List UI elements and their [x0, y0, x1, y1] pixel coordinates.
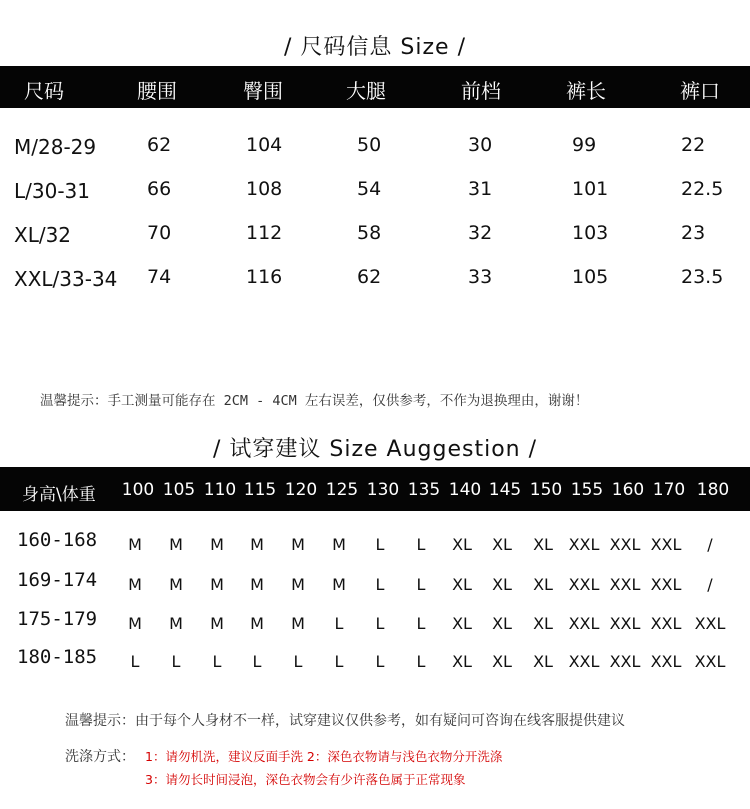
size-suggestion-cell: XXL [609, 575, 641, 594]
size-suggestion-cell: L [293, 652, 303, 671]
weight-header: 155 [570, 480, 604, 500]
size-suggestion-cell: L [212, 652, 222, 671]
weight-header: 170 [652, 480, 686, 500]
size-suggestion-cell: L [171, 652, 181, 671]
size-measure-cell: 105 [572, 266, 609, 288]
wash-instruction-2: 3：请勿长时间浸泡，深色衣物会有少许落色属于正常现象 [145, 772, 466, 787]
size-suggestion-cell: M [332, 575, 346, 594]
size-suggestion-cell: M [291, 575, 305, 594]
weight-header: 105 [162, 480, 196, 500]
size-measure-cell: 62 [147, 134, 172, 156]
size-measure-cell: 32 [468, 222, 493, 244]
size-suggestion-cell: XL [533, 652, 553, 671]
size-suggestion-cell: M [291, 614, 305, 633]
size-column-header: 裤口 [680, 79, 720, 103]
size-measure-cell: 74 [147, 266, 172, 288]
size-suggestion-cell: M [128, 575, 142, 594]
size-measure-cell: 66 [147, 178, 172, 200]
size-column-header: 尺码 [24, 79, 64, 103]
size-suggestion-cell: L [416, 535, 426, 554]
size-measure-cell: 23 [681, 222, 706, 244]
size-measure-cell: 30 [468, 134, 493, 156]
size-measure-cell: 54 [357, 178, 382, 200]
weight-header: 135 [407, 480, 441, 500]
measurement-note: 温馨提示：手工测量可能存在 2CM - 4CM 左右误差，仅供参考，不作为退换理由，谢谢！ [40, 393, 589, 409]
size-suggestion-cell: XL [492, 575, 512, 594]
size-suggestion-cell: XL [492, 535, 512, 554]
size-suggestion-cell: M [250, 614, 264, 633]
size-row-label: L/30-31 [14, 179, 90, 203]
size-suggestion-cell: XXL [650, 652, 682, 671]
size-suggestion-cell: L [375, 575, 385, 594]
weight-header: 115 [243, 480, 277, 500]
suggestion-note: 温馨提示：由于每个人身材不一样，试穿建议仅供参考，如有疑问可咨询在线客服提供建议 [65, 713, 625, 729]
size-column-header: 腰围 [137, 79, 177, 103]
weight-header: 120 [284, 480, 318, 500]
size-suggestion-cell: M [169, 535, 183, 554]
size-suggestion-cell: XL [452, 652, 472, 671]
weight-header: 140 [448, 480, 482, 500]
size-suggestion-cell: XXL [609, 614, 641, 633]
size-measure-cell: 104 [246, 134, 283, 156]
size-suggestion-cell: M [250, 575, 264, 594]
weight-header: 130 [366, 480, 400, 500]
size-suggestion-cell: L [375, 652, 385, 671]
size-measure-cell: 108 [246, 178, 283, 200]
size-suggestion-cell: L [130, 652, 140, 671]
size-suggestion-cell: M [128, 614, 142, 633]
size-row-label: XL/32 [14, 223, 72, 247]
size-suggestion-cell: XL [492, 652, 512, 671]
size-column-header: 大腿 [346, 79, 386, 103]
size-suggestion-cell: L [416, 652, 426, 671]
size-measure-cell: 70 [147, 222, 172, 244]
size-suggestion-cell: L [375, 535, 385, 554]
size-measure-cell: 58 [357, 222, 382, 244]
size-suggestion-cell: L [334, 652, 344, 671]
size-suggestion-cell: XXL [568, 535, 600, 554]
size-measure-cell: 103 [572, 222, 609, 244]
size-suggestion-cell: / [707, 575, 713, 594]
size-suggestion-cell: L [416, 575, 426, 594]
weight-header: 180 [696, 480, 730, 500]
height-row-label: 169-174 [17, 569, 98, 591]
size-suggestion-cell: M [169, 614, 183, 633]
size-suggestion-cell: XXL [650, 614, 682, 633]
size-suggestion-cell: M [332, 535, 346, 554]
size-measure-cell: 31 [468, 178, 493, 200]
size-suggestion-cell: M [250, 535, 264, 554]
weight-header: 150 [529, 480, 563, 500]
size-measure-cell: 33 [468, 266, 493, 288]
size-suggestion-cell: XXL [694, 652, 726, 671]
size-suggestion-cell: L [334, 614, 344, 633]
weight-header: 160 [611, 480, 645, 500]
wash-instruction-1: 1：请勿机洗，建议反面手洗 2：深色衣物请与浅色衣物分开洗涤 [145, 749, 503, 764]
size-column-header: 前档 [461, 79, 501, 103]
height-row-label: 180-185 [17, 646, 98, 668]
size-suggestion-cell: XXL [609, 652, 641, 671]
size-suggestion-cell: XXL [694, 614, 726, 633]
size-suggestion-cell: XXL [568, 652, 600, 671]
size-suggestion-cell: M [128, 535, 142, 554]
size-suggestion-cell: M [210, 614, 224, 633]
size-suggestion-cell: M [210, 575, 224, 594]
size-measure-cell: 99 [572, 134, 597, 156]
size-suggestion-cell: XXL [568, 575, 600, 594]
size-suggestion-cell: XXL [609, 535, 641, 554]
size-suggestion-cell: M [291, 535, 305, 554]
size-suggestion-cell: M [210, 535, 224, 554]
size-measure-cell: 50 [357, 134, 382, 156]
size-suggestion-cell: XXL [650, 535, 682, 554]
size-column-header: 裤长 [566, 79, 606, 103]
weight-header: 145 [488, 480, 522, 500]
size-suggestion-cell: XL [452, 535, 472, 554]
size-measure-cell: 62 [357, 266, 382, 288]
size-suggestion-cell: XL [452, 575, 472, 594]
size-column-header: 臀围 [243, 79, 283, 103]
size-suggestion-cell: XL [533, 535, 553, 554]
size-row-label: XXL/33-34 [14, 267, 118, 291]
height-weight-header: 身高\体重 [22, 485, 96, 505]
size-suggestion-cell: XL [492, 614, 512, 633]
size-measure-cell: 112 [246, 222, 283, 244]
size-suggestion-cell: XL [452, 614, 472, 633]
weight-header: 125 [325, 480, 359, 500]
height-row-label: 160-168 [17, 529, 98, 551]
weight-header: 110 [203, 480, 237, 500]
size-suggestion-cell: L [416, 614, 426, 633]
size-suggestion-cell: XXL [650, 575, 682, 594]
size-suggestion-cell: M [169, 575, 183, 594]
size-suggestion-cell: XXL [568, 614, 600, 633]
suggestion-title: / 试穿建议 Size Auggestion / [212, 437, 538, 462]
size-suggestion-cell: XL [533, 614, 553, 633]
size-row-label: M/28-29 [14, 135, 97, 159]
wash-label: 洗涤方式： [65, 749, 135, 765]
size-suggestion-cell: L [375, 614, 385, 633]
size-measure-cell: 116 [246, 266, 283, 288]
size-suggestion-cell: / [707, 535, 713, 554]
size-measure-cell: 22.5 [681, 178, 724, 200]
size-measure-cell: 22 [681, 134, 706, 156]
size-suggestion-cell: XL [533, 575, 553, 594]
weight-header: 100 [121, 480, 155, 500]
height-row-label: 175-179 [17, 608, 98, 630]
size-info-title: / 尺码信息 Size / [284, 35, 466, 60]
size-measure-cell: 23.5 [681, 266, 724, 288]
size-measure-cell: 101 [572, 178, 609, 200]
size-suggestion-cell: L [252, 652, 262, 671]
